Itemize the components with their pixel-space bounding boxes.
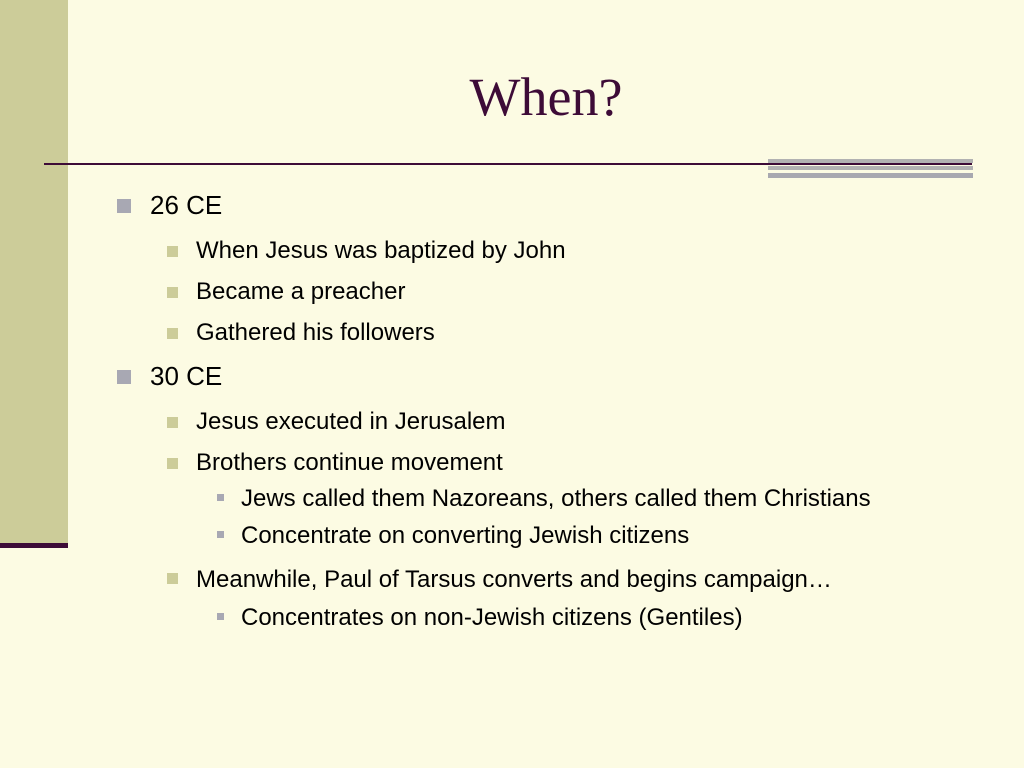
sub-bullet-text: Brothers continue movement <box>196 449 503 476</box>
square-bullet-icon <box>167 573 178 584</box>
sub-sub-bullet-item <box>110 602 990 633</box>
sub-sub-bullet-text: Concentrates on non-Jewish citizens (Gentiles) <box>241 604 743 631</box>
square-bullet-icon <box>217 494 224 501</box>
sub-bullet-item <box>110 277 990 306</box>
slide-title: When? <box>469 67 623 127</box>
bullet-text: 26 CE <box>150 190 223 220</box>
bullet-item <box>110 186 990 224</box>
left-decor-underline <box>0 543 68 548</box>
accent-bars <box>768 159 973 179</box>
sub-sub-bullet-item <box>110 520 990 551</box>
sub-bullet-item <box>110 563 836 596</box>
accent-bar <box>768 159 973 163</box>
sub-bullet-item <box>110 236 990 265</box>
sub-sub-bullet-text: Concentrate on converting Jewish citizens <box>241 522 690 549</box>
sub-bullet-text: Meanwhile, Paul of Tarsus converts and begins campaign… <box>196 566 832 593</box>
bullet-text: 30 CE <box>150 361 223 391</box>
sub-bullet-text: When Jesus was baptized by John <box>196 237 566 264</box>
square-bullet-icon <box>117 199 131 213</box>
sub-bullet-text: Became a preacher <box>196 278 406 305</box>
bullet-item <box>110 357 990 395</box>
square-bullet-icon <box>167 417 178 428</box>
sub-bullet-item <box>110 448 990 477</box>
square-bullet-icon <box>167 287 178 298</box>
square-bullet-icon <box>167 458 178 469</box>
square-bullet-icon <box>217 531 224 538</box>
bullet-list <box>110 183 990 633</box>
accent-bar <box>768 166 973 170</box>
square-bullet-icon <box>167 328 178 339</box>
square-bullet-icon <box>217 613 224 620</box>
sub-sub-bullet-item <box>110 483 891 514</box>
sub-sub-bullet-text: Jews called them Nazoreans, others called them Christians <box>241 485 871 512</box>
sub-bullet-text: Gathered his followers <box>196 319 435 346</box>
square-bullet-icon <box>117 370 131 384</box>
sub-bullet-item <box>110 318 990 347</box>
left-decor-band <box>0 0 68 545</box>
square-bullet-icon <box>167 246 178 257</box>
sub-bullet-text: Jesus executed in Jerusalem <box>196 408 506 435</box>
sub-bullet-item <box>110 407 990 436</box>
accent-bar <box>768 173 973 178</box>
